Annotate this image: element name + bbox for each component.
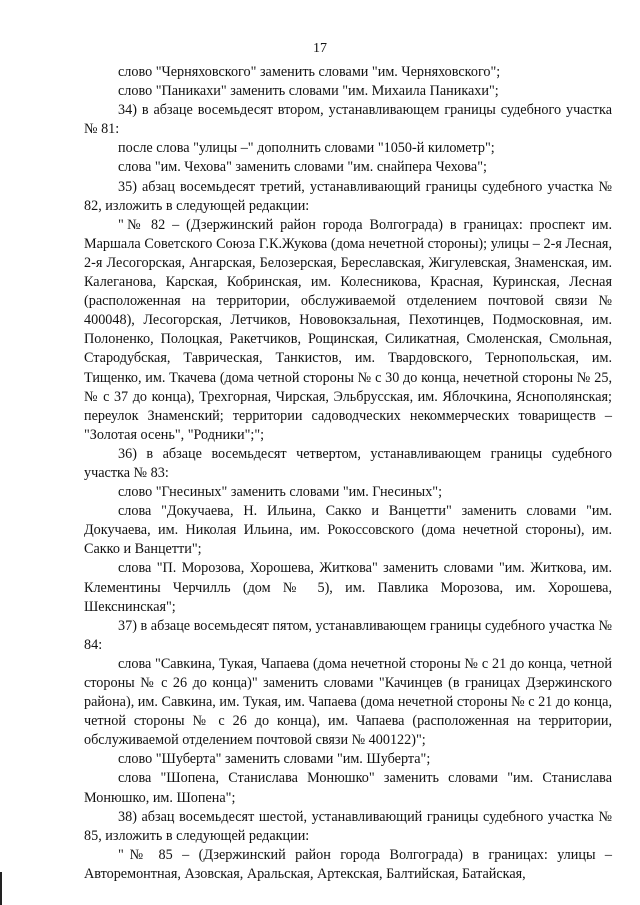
paragraph: 35) абзац восемьдесят третий, устанавливающий границы судебного участка № 82, изложить в следующей редакции:	[84, 178, 612, 214]
paragraph: слова "Шопена, Станислава Монюшко" заменить словами "им. Станислава Монюшко, им. Шопена";	[84, 770, 612, 806]
scan-edge-mark	[0, 872, 2, 905]
paragraph: 34) в абзаце восемьдесят втором, устанавливающем границы судебного участка № 81:	[84, 102, 612, 138]
paragraph: "№ 85 – (Дзержинский район города Волгограда) в границах: улицы – Авторемонтная, Азовская, Аральская, Артекская, Балтийская, Батайская,	[84, 846, 612, 882]
paragraph: 37) в абзаце восемьдесят пятом, устанавливающем границы судебного участка № 84:	[84, 617, 612, 653]
paragraph: слова "им. Чехова" заменить словами "им. снайпера Чехова";	[118, 159, 487, 176]
paragraph: слово "Паникахи" заменить словами "им. Михаила Паникахи";	[118, 83, 499, 100]
page-number: 17	[313, 41, 327, 56]
paragraph: после слова "улицы –" дополнить словами "1050-й километр";	[118, 140, 495, 157]
paragraph: "№ 82 – (Дзержинский район города Волгограда) в границах: проспект им. Маршала Советского Союза Г.К.Жукова (дома нечетной стороны); улицы – 2-я Лесная, 2-я Лесогорская, Ангарская, Белозерская, Береславская, Жигулевская, Знаменская, им. Калеганова, Карская, Кобринская, им. Колесникова, Красная, Куринская, Лесная (расположенная на территории, обслуживаемой отделением почтовой связи № 400048), Лесогорская, Летчиков, Нововокзальная, Пехотинцев, Подмосковная, им. Полоненко, Полоцкая, Ракетчиков, Рощинская, Силикатная, Смоленская, Смольная, Стародубская, Таврическая, Танкистов, им. Твардовского, Тернопольская, им. Тищенко, им. Ткачева (дома четной стороны № с 30 до конца, нечетной стороны № 25, № с 37 до конца), Трехгорная, Чирская, Эльбрусская, им. Яблочкина, Яснополянская; переулок Знаменский; территории садоводческих некоммерческих товариществ – "Золотая осень", "Родники";";	[84, 216, 612, 443]
paragraph: слово "Шуберта" заменить словами "им. Шуберта";	[118, 751, 431, 768]
paragraph: слова "П. Морозова, Хорошева, Житкова" заменить словами "им. Житкова, им. Клементины Черчилль (дом № 5), им. Павлика Морозова, им. Хорошева, Шекснинская";	[84, 560, 612, 615]
paragraph: 36) в абзаце восемьдесят четвертом, устанавливающем границы судебного участка № 83:	[84, 445, 612, 481]
document-body	[84, 63, 612, 884]
paragraph: слово "Черняховского" заменить словами "им. Черняховского";	[118, 64, 501, 80]
paragraph: слова "Докучаева, Н. Ильина, Сакко и Ванцетти" заменить словами "им. Докучаева, им. Николая Ильина, им. Рокоссовского (дома нечетной стороны), им. Сакко и Ванцетти";	[84, 503, 612, 558]
paragraph: 38) абзац восемьдесят шестой, устанавливающий границы судебного участка № 85, изложить в следующей редакции:	[84, 808, 612, 844]
paragraph: слово "Гнесиных" заменить словами "им. Гнесиных";	[118, 484, 443, 501]
paragraph: слова "Савкина, Тукая, Чапаева (дома нечетной стороны № с 21 до конца, четной стороны № с 26 до конца)" заменить словами "Качинцев (в границах Дзержинского района), им. Савкина, им. Тукая, им. Чапаева (дома нечетной стороны № с 21 до конца, четной стороны № с 26 до конца), им. Чапаева (расположенная на территории, обслуживаемой отделением почтовой связи № 400122)";	[84, 655, 612, 749]
